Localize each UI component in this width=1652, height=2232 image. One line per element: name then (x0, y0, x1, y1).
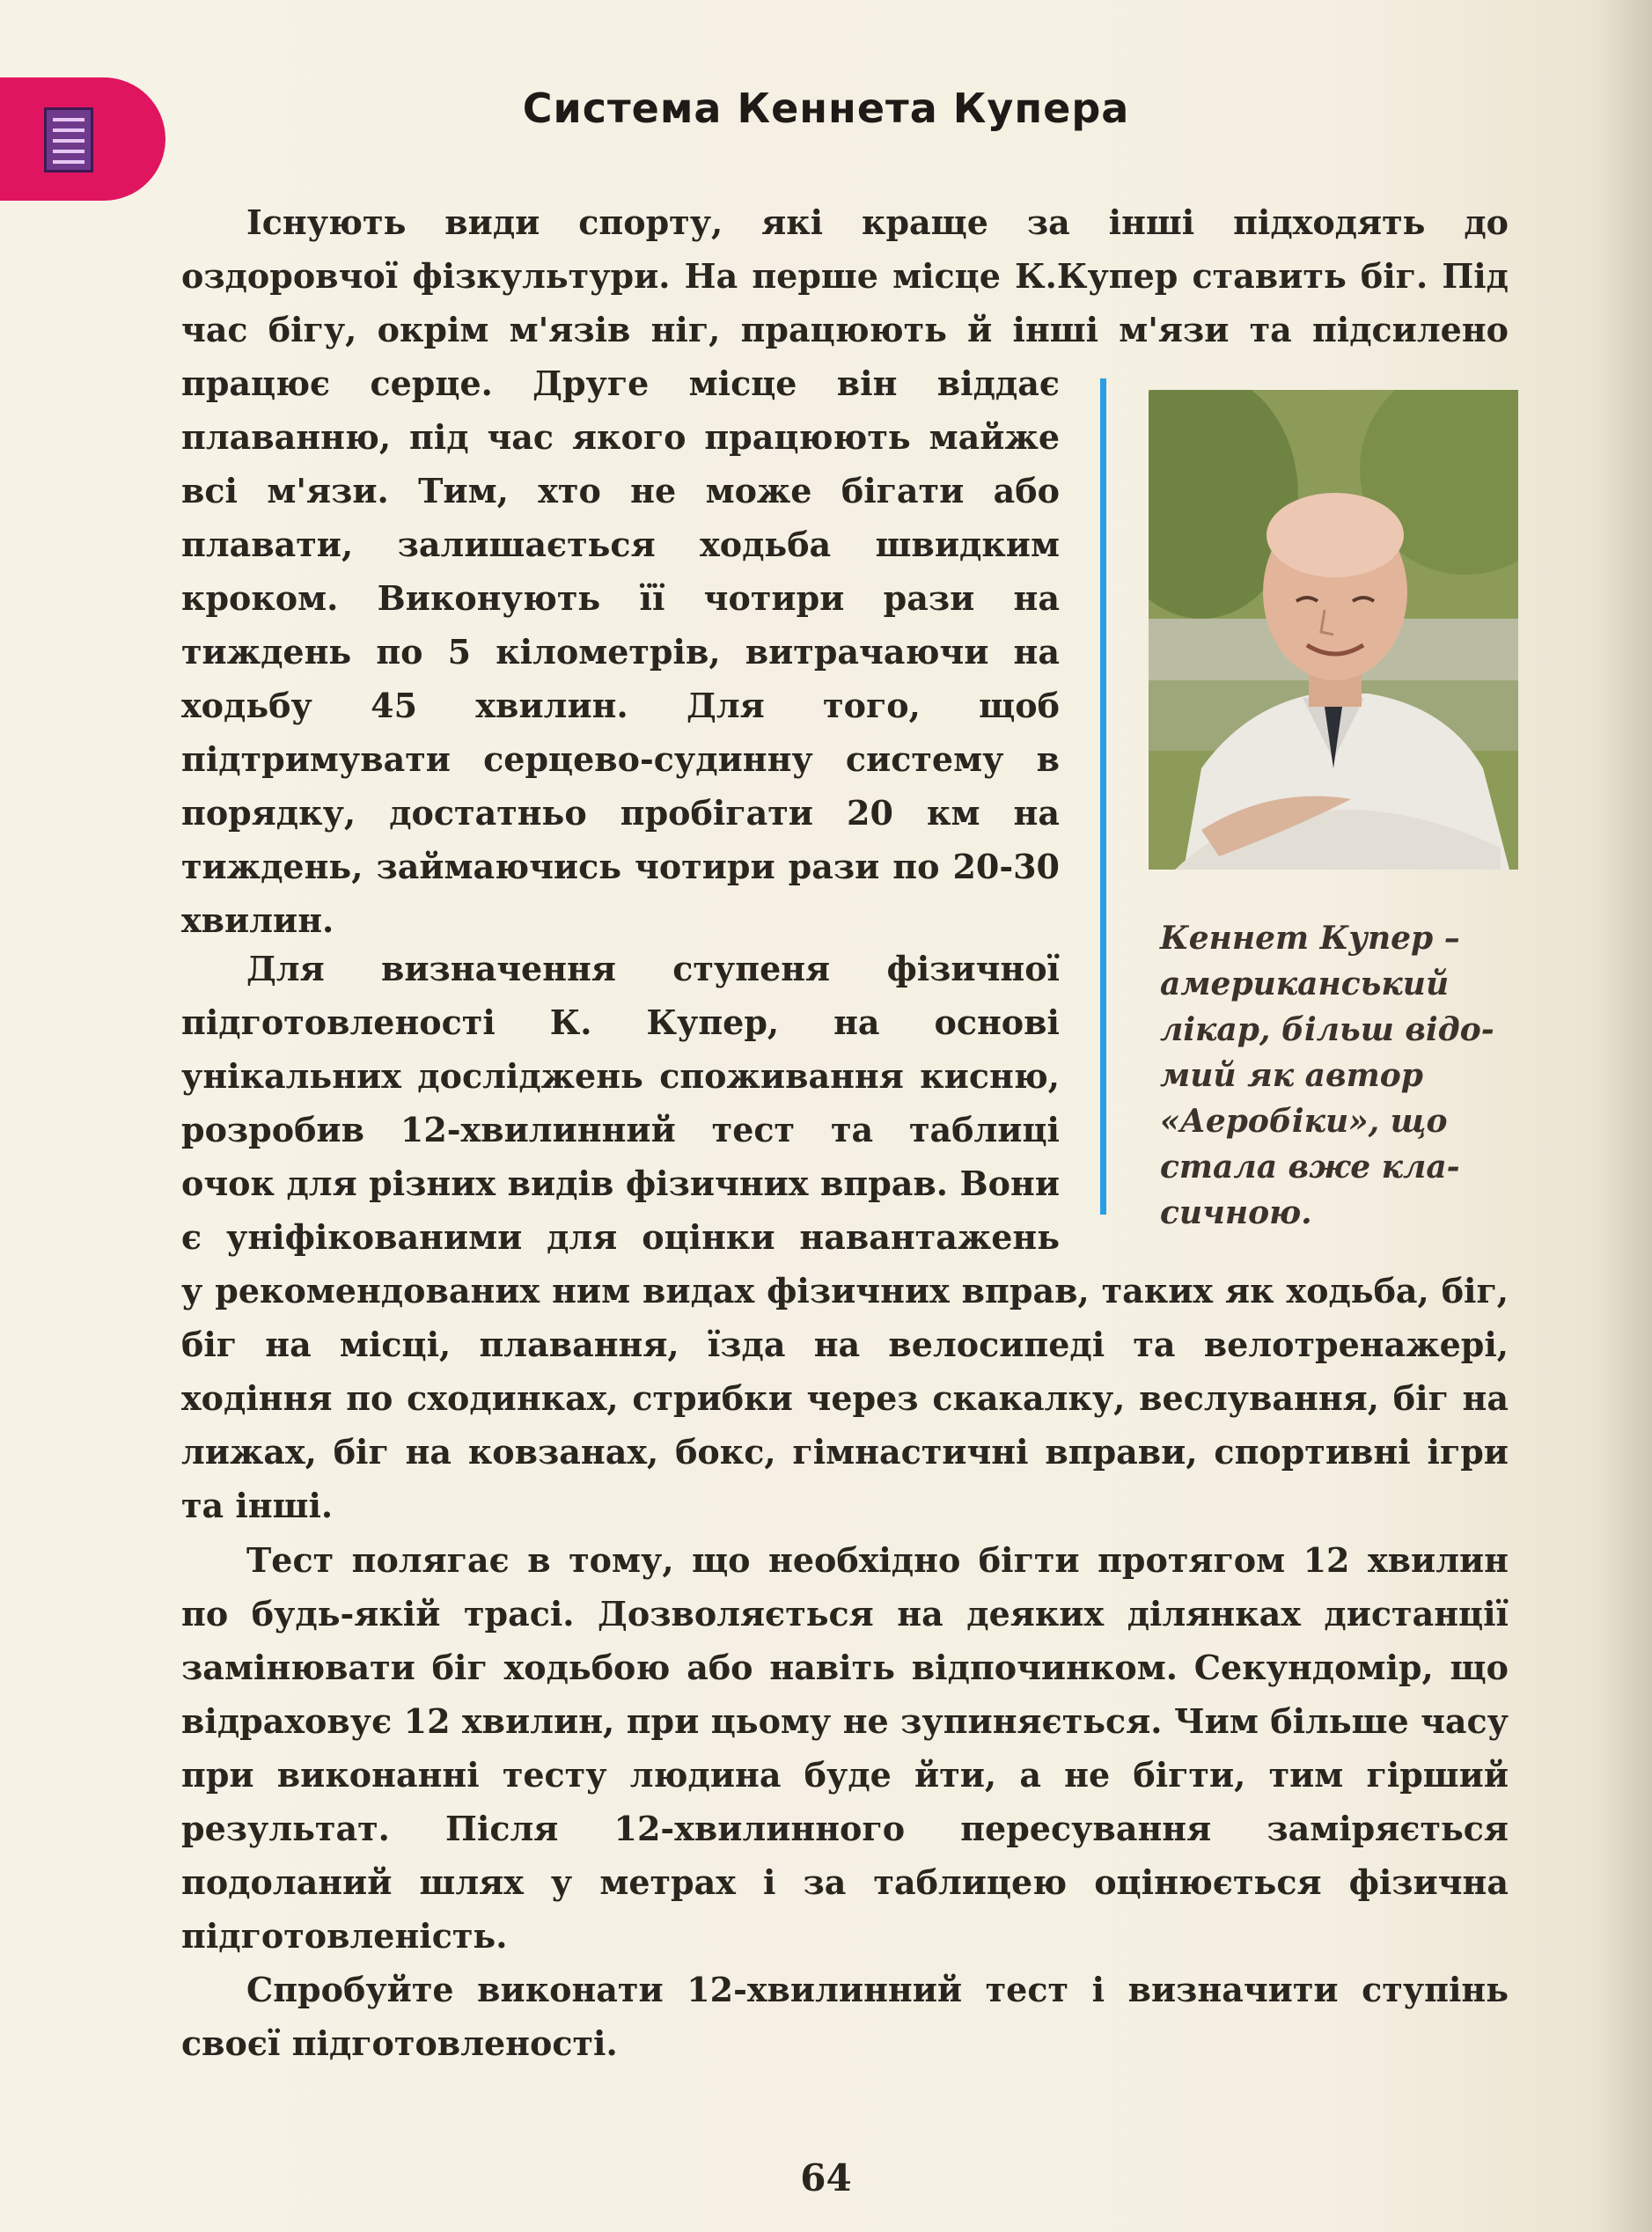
portrait-photo (1149, 390, 1518, 870)
caption-line: мий як автор (1160, 1057, 1423, 1094)
caption-line: сичною. (1160, 1194, 1312, 1231)
photo-caption (1160, 915, 1512, 1236)
caption-line: Кеннет Купер – (1160, 920, 1460, 957)
caption-line: стала вже кла- (1160, 1149, 1460, 1186)
paragraph-2: працює серце. Друге місце він віддає плаванню, під час якого працюють майже всі м'язи. Тим, хто не може бігати або плавати, залишається ходьба швидким кроком. Виконують її чотири рази на тиждень по 5 кілометрів, витрачаючи на ходьбу 45 хвилин. Для того, щоб підтримувати серцево-судинну систему в порядку, достатньо пробігати 20 км на тиждень, займаючись чотири рази по 20-30 хвилин. (181, 363, 1060, 940)
page-edge-shadow (1599, 0, 1652, 2232)
paragraph-1: Існують види спорту, які краще за інші підходять до оздоровчої фізкультури. На перше місце К.Купер ставить біг. Під час бігу, окрім м'язів ніг, працюють й інші м'язи та підсилено (181, 202, 1509, 349)
paragraph-5: Тест полягає в тому, що необхідно бігти протягом 12 хвилин по будь-якій трасі. Дозволяється на деяких ділянках дистанції замінювати біг ходьбою або навіть відпочинком. Секундомір, що відраховує 12 хвилин, при цьому не зупиняється. Чим більше часу при виконанні тесту людина буде йти, а не бігти, тим гірший результат. Після 12-хвилинного пересування заміряється подоланий шлях у метрах і за таблицею оцінюється фізична підготовленість. (181, 1540, 1509, 1956)
caption-line: американський (1160, 965, 1450, 1002)
caption-line: лікар, більш відо- (1160, 1011, 1494, 1048)
paragraph-6: Спробуйте виконати 12-хвилинний тест і визначити ступінь своєї підготовленості. (181, 1970, 1509, 2063)
page-title: Система Кеннета Купера (522, 84, 1130, 132)
paragraph-3: Для визначення ступеня фізичної підготовленості К. Купер, на основі унікальних досліджень споживання кисню, розробив 12-хвилинний тест та таблиці очок для різних видів фізичних вправ. Вони є уніфікованими для оцінки навантажень (181, 949, 1060, 1257)
page-number: 64 (800, 2156, 852, 2199)
paragraph-4: у рекомендованих ним видах фізичних вправ, таких як ходьба, біг, біг на місці, плавання, їзда на велосипеді та велотренажері, ходіння по сходинках, стрибки через скакалку, веслування, біг на лижах, біг на ковзанах, бокс, гімнастичні вправи, спортивні ігри та інші. (181, 1271, 1509, 1525)
caption-line: «Аеробіки», що (1160, 1103, 1448, 1140)
photo-accent-bar (1100, 378, 1106, 1215)
